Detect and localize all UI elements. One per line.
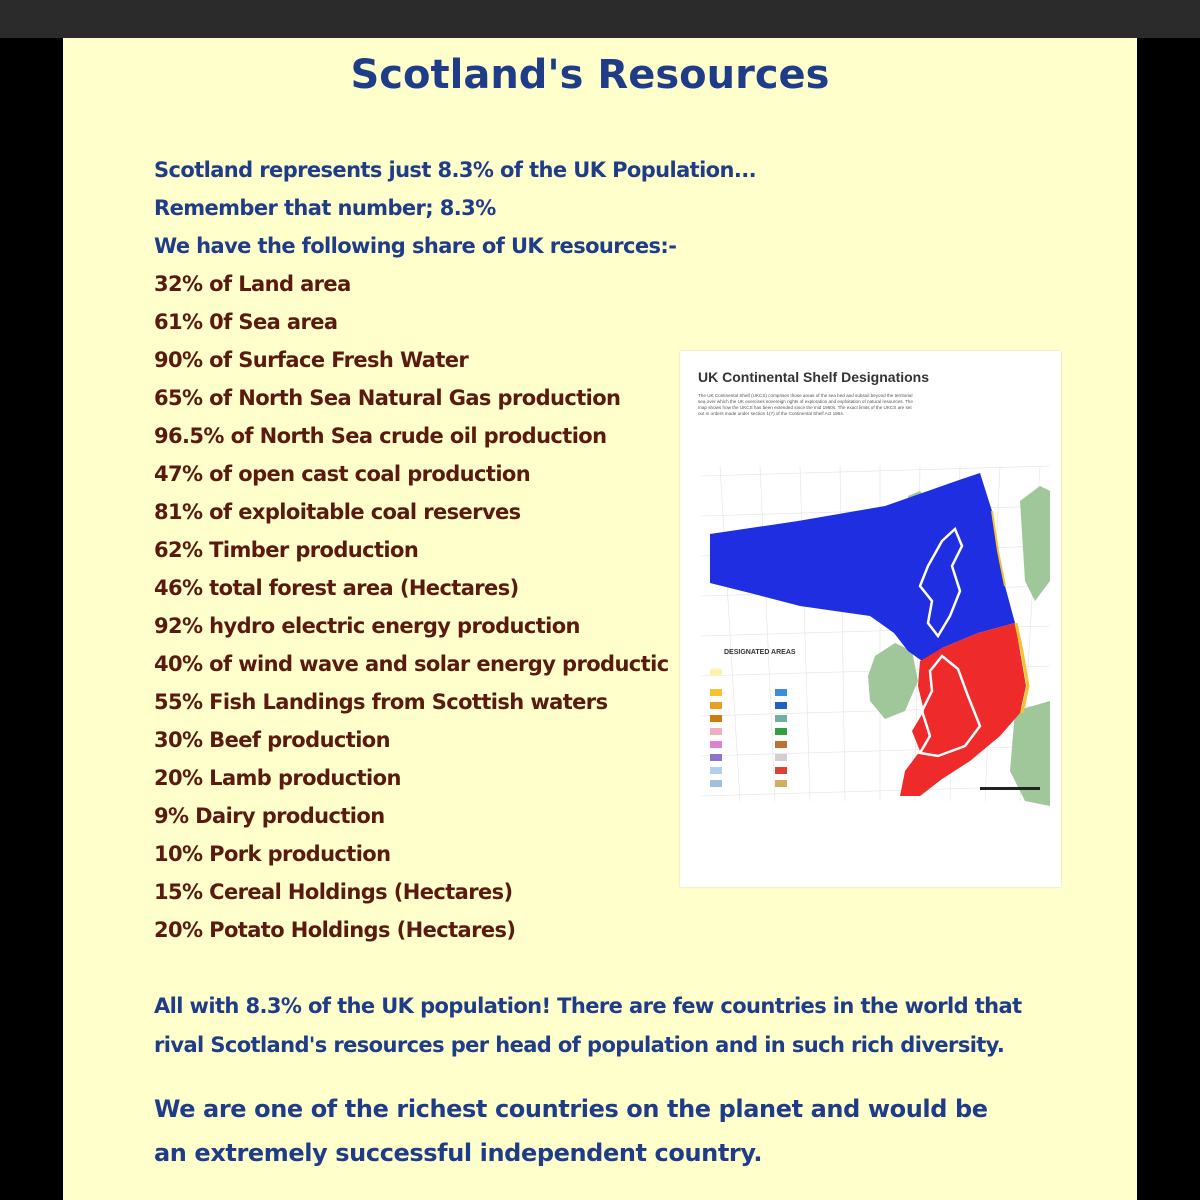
resource-item: 9% Dairy production <box>154 804 385 828</box>
resource-item: 40% of wind wave and solar energy productic <box>154 652 669 676</box>
resource-item: 65% of North Sea Natural Gas production <box>154 386 621 410</box>
closing-line: an extremely successful independent country. <box>154 1139 763 1167</box>
resource-item: 32% of Land area <box>154 272 351 296</box>
resource-item: 92% hydro electric energy production <box>154 614 580 638</box>
resource-item: 15% Cereal Holdings (Hectares) <box>154 880 513 904</box>
map-title: UK Continental Shelf Designations <box>698 369 930 385</box>
continental-shelf-map <box>680 351 1061 887</box>
norway-land <box>1020 486 1050 601</box>
resource-item: 96.5% of North Sea crude oil production <box>154 424 607 448</box>
content-panel <box>63 38 1137 1200</box>
page-title: Scotland's Resources <box>350 52 830 98</box>
summary-line: All with 8.3% of the UK population! There are few countries in the world that <box>154 994 1022 1018</box>
legend-title: DESIGNATED AREAS <box>724 649 796 656</box>
scotland-shelf <box>710 473 1015 661</box>
resource-item: 81% of exploitable coal reserves <box>154 500 521 524</box>
resource-item: 20% Potato Holdings (Hectares) <box>154 918 516 942</box>
ireland-land <box>868 643 918 719</box>
map-legend <box>710 669 787 787</box>
scale-bar <box>980 787 1040 790</box>
summary-line: rival Scotland's resources per head of population and in such rich diversity. <box>154 1033 1005 1057</box>
resource-item: 90% of Surface Fresh Water <box>154 348 469 372</box>
resource-item: 55% Fish Landings from Scottish waters <box>154 690 608 714</box>
shelf-map-graphic <box>680 351 1061 887</box>
intro-line: Scotland represents just 8.3% of the UK Population... <box>154 158 756 182</box>
resource-item: 10% Pork production <box>154 842 391 866</box>
resource-item: 20% Lamb production <box>154 766 401 790</box>
map-description: The UK Continental Shelf (UKCS) comprises those areas of the sea bed and subsoil beyond the territorial sea over which the UK exercises sovereign rights of exploration and exploitation of natural resources. The map shows how the UKCS has been extended since the mid 1960s. The exact limits of the UKCS are set out in orders made under section 1(7) of the Continental Shelf Act 1964. <box>698 393 913 416</box>
intro-line: Remember that number; 8.3% <box>154 196 496 220</box>
resource-item: 30% Beef production <box>154 728 390 752</box>
intro-line: We have the following share of UK resources:- <box>154 234 677 258</box>
resource-item: 62% Timber production <box>154 538 419 562</box>
closing-line: We are one of the richest countries on the planet and would be <box>154 1095 988 1123</box>
resource-item: 47% of open cast coal production <box>154 462 531 486</box>
resource-item: 46% total forest area (Hectares) <box>154 576 519 600</box>
top-bar <box>0 0 1200 38</box>
resource-item: 61% 0f Sea area <box>154 310 338 334</box>
